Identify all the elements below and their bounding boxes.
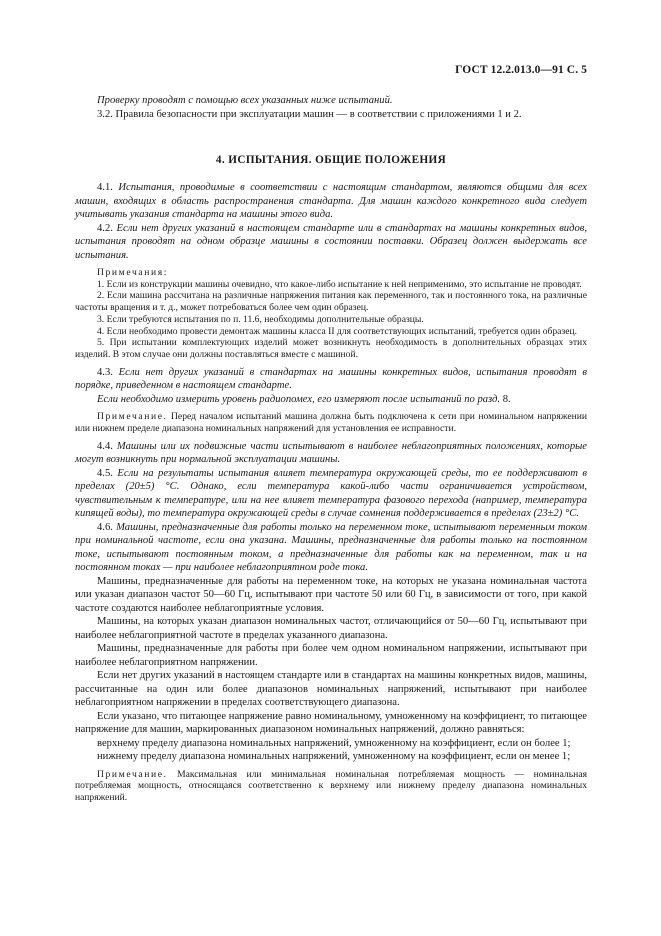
clause-4-2	[75, 222, 587, 263]
clause-4-4	[75, 440, 587, 467]
notes-heading	[75, 267, 587, 279]
body-paragraph-2: Машины, на которых указан диапазон номинальных частот, отличающийся от 50—60 Гц, испытывают при наиболее неблагоприятной частоте в пределах указанного диапазона.	[75, 616, 587, 641]
clause-4-3-radio-ref: 8.	[500, 393, 511, 405]
body-paragraph-5: Если указано, что питающее напряжение равно номинальному, умноженному на коэффициент, то питающее напряжение для машин, маркированных диапазоном номинальных напряжений, должно равняться:	[75, 710, 587, 736]
note-start-test-label: Примечание.	[97, 411, 168, 423]
note-5: 5. При испытании комплектующих изделий может возникнуть необходимость в дополнительных образцах этих изделий. В этом случае они должны поставляться вместе с машиной.	[75, 337, 587, 360]
body-paragraph-7: нижнему пределу диапазона номинальных напряжений, умноженному на коэффициент, если он менее 1;	[97, 751, 571, 763]
note-2: 2. Если машина рассчитана на различные напряжения питания как переменного, так и постоянного тока, на различные частоты вращения и т. д., может потребоваться более чем один образец.	[75, 290, 587, 314]
section-title: 4. ИСПЫТАНИЯ. ОБЩИЕ ПОЛОЖЕНИЯ	[215, 154, 447, 166]
clause-4-1	[75, 181, 587, 222]
clause-4-6-number: 4.6.	[97, 521, 113, 533]
clause-4-4-text: Машины или их подвижные части испытывают в наиболее неблагоприятных положениях, которые могут возникнуть при нормальной эксплуатации машины.	[75, 440, 588, 466]
clause-4-1-number: 4.1.	[97, 182, 113, 193]
clause-4-3-text: Если нет других указаний в стандартах на машины конкретных видов, испытания проводят в порядке, приведенном в настоящем стандарте.	[75, 366, 587, 392]
intro-paragraph: Проверку проводят с помощью всех указанных ниже испытаний.	[97, 95, 393, 106]
note-power-text: Максимальная или минимальная номинальная потребляемая мощность — номинальная потребляемая мощность, относящаяся соответственно к верхнему или нижнему пределу диапазона номинальных напряжений.	[75, 768, 587, 803]
clause-3-2: 3.2. Правила безопасности при эксплуатации машин — в соответствии с приложениями 1 и 2.	[97, 108, 522, 120]
note-start-test-text: Перед началом испытаний машина должна быть подключена к сети при номинальном напряжении или нижнем пределе диапазона номинальных напряжений для установления ее исправности.	[75, 411, 587, 434]
clause-4-4-number: 4.4.	[97, 440, 113, 452]
page-content	[75, 94, 587, 804]
body-paragraph-6: верхнему пределу диапазона номинальных напряжений, умноженному на коэффициент, если он более 1;	[97, 737, 571, 749]
clause-4-3-radio-text: Если необходимо измерить уровень радиопомех, его измеряют после испытаний по разд.	[97, 393, 501, 405]
clause-4-2-number: 4.2.	[97, 222, 113, 234]
clause-4-3-number: 4.3.	[97, 366, 113, 378]
clause-4-3	[75, 366, 587, 393]
note-1: 1. Если из конструкции машины очевидно, что какое-либо испытание к ней неприменимо, это испытание не проводят.	[97, 278, 582, 290]
note-power-label: Примечание.	[97, 768, 168, 780]
clause-4-1-text: Испытания, проводимые в соответствии с настоящим стандартом, являются общими для всех машин, входящих в область распространения стандарта. Для машин каждого конкретного вида следует учитывать указания стандарта на машины этого вида.	[75, 182, 587, 220]
body-paragraph-1: Машины, предназначенные для работы на переменном токе, на которых не указана номинальная частота или указан диапазон частот 50—60 Гц, испытывают при частоте 50 или 60 Гц, в зависимости от того, при какой частоте создаются наиболее неблагоприятные условия.	[75, 575, 587, 614]
note-3: 3. Если требуются испытания по п. 11.6, необходимы дополнительные образцы.	[97, 313, 424, 325]
notes-heading-text: Примечания:	[97, 267, 168, 278]
note-power	[75, 769, 587, 804]
clause-4-2-text: Если нет других указаний в настоящем стандарте или в стандартах на машины конкретных видов, испытания проводят на одном образце машины в состоянии поставки. Образец должен выдержать все испытания.	[75, 222, 587, 261]
clause-4-5-text: Если на результаты испытания влияет температура окружающей среды, то ее поддерживают в пределах (20±5) °С. Однако, если температура какой-либо части ограничивается устройством, чувствительным к температуре, или на нее влияет температура фазового перехода (например, температура кипящей воды), то температура окружающей среды в случае сомнения поддерживается в пределах (23±2) °С.	[75, 467, 587, 520]
note-start-test	[75, 411, 587, 434]
clause-4-3-radio	[75, 393, 587, 407]
note-4: 4. Если необходимо провести демонтаж машины класса II для соответствующих испытаний, требуется один образец.	[97, 325, 578, 337]
clause-4-6	[75, 521, 587, 575]
clause-4-6-text: Машины, предназначенные для работы только на переменном токе, испытывают переменным током при номинальной частоте, если она указана. Машины, предназначенные для работы только на постоянном токе, испытывают постоянным током, а предназначенные для работы как на переменном, так и на постоянном токах — при наиболее неблагоприятном роде тока.	[75, 521, 587, 574]
clause-4-5	[75, 467, 587, 521]
body-paragraph-3: Машины, предназначенные для работы при более чем одном номинальном напряжении, испытывают при наиболее неблагоприятном напряжении.	[75, 643, 587, 668]
clause-4-5-number: 4.5.	[97, 467, 113, 479]
page-header: ГОСТ 12.2.013.0—91 С. 5	[455, 64, 587, 76]
body-paragraph-4: Если нет других указаний в настоящем стандарте или в стандартах на машины конкретных видов, машины, рассчитанные на один или более диапазонов номинальных напряжений, испытывают при наиболее неблагоприятном напряжении в пределах соответствующего диапазона.	[75, 670, 587, 709]
